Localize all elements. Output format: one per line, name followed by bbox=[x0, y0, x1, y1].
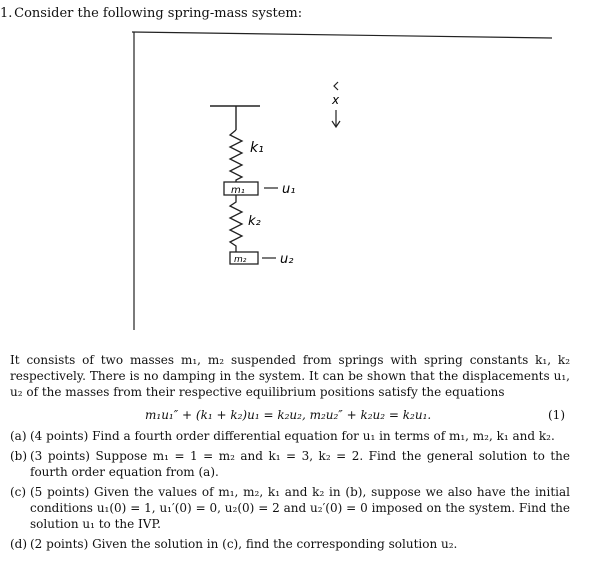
label-k2: k₂ bbox=[248, 214, 261, 229]
equation-text: m₁u₁″ + (k₁ + k₂)u₁ = k₂u₂, m₂u₂″ + k₂u₂ = k₂u₁. bbox=[145, 408, 432, 422]
label-k1: k₁ bbox=[250, 140, 264, 156]
x-arrow-head-top bbox=[334, 82, 338, 90]
problem-intro: It consists of two masses m₁, m₂ suspended from springs with spring constants k₁, k₂ respectively. There is no damping in the system. It can be shown that the displacements u₁, u₂ of the masses from their respective equilibrium positions satisfy the equations bbox=[10, 353, 570, 399]
part-d bbox=[10, 536, 570, 552]
part-text: (4 points) Find a fourth order differential equation for u₁ in terms of m₁, m₂, k₁ and k₂. bbox=[30, 429, 555, 443]
label-x: x bbox=[332, 93, 340, 107]
problem-title: Consider the following spring-mass system: bbox=[14, 6, 303, 21]
part-label: (c) bbox=[10, 485, 27, 499]
part-text: (2 points) Given the solution in (c), find the corresponding solution u₂. bbox=[30, 537, 458, 551]
problem-number: 1. bbox=[0, 6, 13, 21]
part-b bbox=[10, 448, 570, 480]
part-c bbox=[10, 484, 570, 532]
problem-header bbox=[0, 6, 302, 21]
equation-tag: (1) bbox=[548, 408, 565, 422]
part-label: (d) bbox=[10, 537, 28, 551]
label-m2: m₂ bbox=[234, 255, 247, 265]
part-text: (3 points) Suppose m₁ = 1 = m₂ and k₁ = 3, k₂ = 2. Find the general solution to the fourth order equation from (a). bbox=[30, 449, 570, 479]
part-label: (b) bbox=[10, 449, 28, 463]
part-label: (a) bbox=[10, 429, 27, 443]
spring-mass-diagram bbox=[132, 30, 552, 330]
problem-parts bbox=[10, 428, 570, 556]
part-text: (5 points) Given the values of m₁, m₂, k₁ and k₂ in (b), suppose we also have the initial conditions u₁(0) = 1, u₁′(0) = 0, u₂(0) = 2 and u₂′(0) = 0 imposed on the system. Find the solution u₁ to the IVP. bbox=[30, 485, 570, 531]
spring-mass-figure bbox=[132, 30, 552, 330]
label-u1: u₁ bbox=[282, 182, 296, 197]
part-a bbox=[10, 428, 570, 444]
frame-top-line bbox=[132, 32, 552, 38]
label-u2: u₂ bbox=[280, 252, 294, 267]
label-m1: m₁ bbox=[231, 185, 245, 196]
spring-k1 bbox=[230, 130, 242, 182]
spring-k2 bbox=[230, 195, 242, 252]
